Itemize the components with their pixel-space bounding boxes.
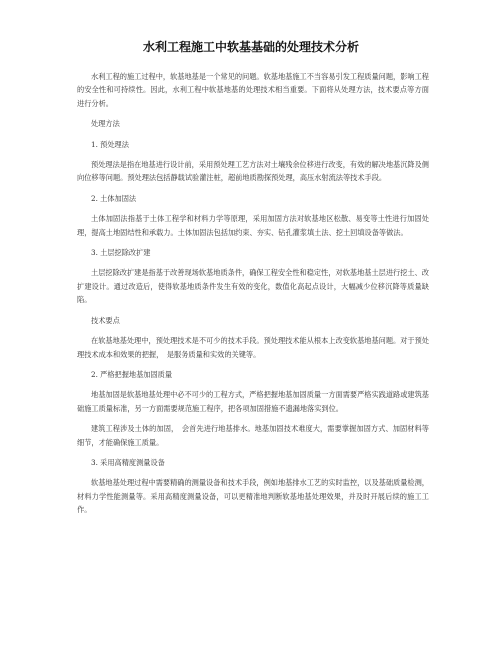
subsection-heading: 2. 严格把握地基加固质量 — [91, 369, 173, 379]
paragraph: 预处理法是指在地基进行设计前，采用预处理工艺方法对土壤残余位移进行改变，有效的解决地基沉降及侧向位移等问题。预处理法包括静载试验灌注桩，超前地质勘探预处理，高压水射流法等技术手段。 — [77, 160, 429, 183]
paragraph: 软基地基处理过程中需要精确的测量设备和技术手段，例如地基排水工艺的实时监控，以及基础质量检测，材料力学性能测量等。采用高精度测量设备，可以更精准地判断软基地基处理效果，并及时开展后续的施工工作。 — [77, 478, 429, 515]
paragraph: 地基加固是软基地基处理中必不可少的工程方式，严格把握地基加固质量一方面需要严格实践道路或建筑基础施工质量标准，另一方面需要规范施工程序，把各项加固措施不遗漏地落实到位。 — [77, 390, 429, 413]
subsection-heading: 3. 土层挖除改扩建 — [91, 248, 151, 258]
document-body — [77, 70, 429, 524]
subsection-heading: 1. 预处理法 — [91, 139, 129, 149]
paragraph: 在软基地基处理中，预处理技术是不可少的技术手段。预处理技术能从根本上改变软基地基问题。对于预处理技术成本和效果的把握， 是服务质量和实效的关键等。 — [77, 336, 429, 359]
paragraph: 水利工程的施工过程中，软基地基是一个常见的问题。软基地基施工不当容易引发工程质量问题，影响工程的安全性和可持续性。因此，水利工程中软基地基的处理技术相当重要。下面将从处理方法，技术要点等方面进行分析。 — [77, 72, 429, 108]
subsection-heading: 2. 土体加固法 — [91, 193, 137, 203]
paragraph: 土层挖除改扩建是指基于改善现场软基地质条件，确保工程安全性和稳定性，对软基地基土层进行挖土、改扩建设计。通过改造后，使得软基地质条件发生有效的变化，数值化高起点设计，大幅减少位移沉降等质量缺陷。 — [77, 268, 429, 305]
subsection-heading: 3. 采用高精度测量设备 — [91, 457, 165, 467]
document-title: 水利工程施工中软基基础的处理技术分析 — [142, 40, 359, 54]
section-heading: 技术要点 — [91, 315, 120, 325]
paragraph: 土体加固法指基于土体工程学和材料力学等原理，采用加固方法对软基地区松散、易变等土性进行加固处理，提高土地固结性和承载力。土体加固法包括加约束、夯实、钻孔灌浆填土法、挖土回填设备等做法。 — [77, 214, 429, 237]
paragraph: 建筑工程涉及土体的加固， 会首先进行地基排水。地基加固技术难度大，需要掌握加固方式、加固材料等细节，才能确保施工质量。 — [77, 424, 429, 447]
section-heading: 处理方法 — [91, 119, 120, 129]
